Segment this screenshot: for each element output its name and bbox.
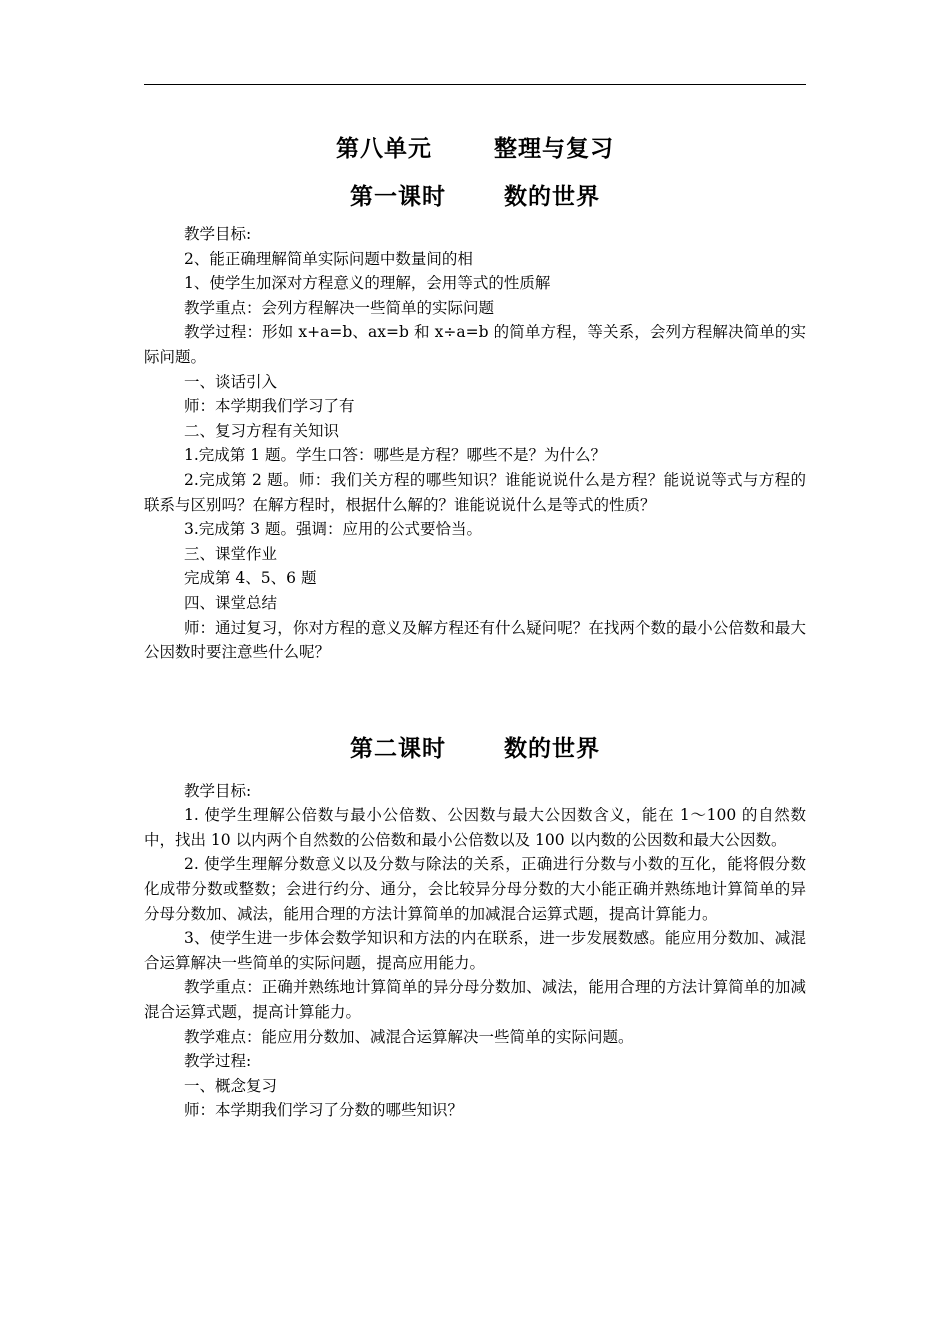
lesson1-title-left: 第一课时 — [350, 184, 446, 210]
paragraph: 1、使学生加深对方程意义的理解，会用等式的性质解 — [184, 274, 551, 293]
paragraph: 3、使学生进一步体会数学知识和方法的内在联系，进一步发展数感。能应用分数加、减混合运算解决一些简单的实际问题，提高应用能力。 — [144, 929, 806, 972]
paragraph: 教学过程：形如 x+a=b、ax=b 和 x÷a=b 的简单方程，等关系，会列方程解决简单的实际问题。 — [144, 323, 806, 366]
paragraph: 教学目标: — [184, 225, 252, 243]
paragraph: 2. 使学生理解分数意义以及分数与除法的关系，正确进行分数与小数的互化，能将假分数化成带分数或整数；会进行约分、通分，会比较异分母分数的大小能正确并熟练地计算简单的异分母分数加、减法，能用合理的方法计算简单的加减混合运算式题，提高计算能力。 — [144, 855, 806, 923]
paragraph: 师：本学期我们学习了分数的哪些知识？ — [184, 1101, 464, 1120]
unit-title-left: 第八单元 — [336, 136, 432, 162]
paragraph: 教学难点：能应用分数加、减混合运算解决一些简单的实际问题。 — [184, 1027, 634, 1046]
lesson1-title-right: 数的世界 — [504, 184, 600, 210]
paragraph: 教学目标: — [184, 781, 252, 800]
paragraph: 一、概念复习 — [184, 1076, 278, 1095]
paragraph: 教学重点：会列方程解决一些简单的实际问题 — [184, 298, 495, 317]
lesson2-title-right: 数的世界 — [504, 735, 600, 762]
paragraph: 1. 使学生理解公倍数与最小公倍数、公因数与最大公因数含义，能在 1～100 的自然数中，找出 10 以内两个自然数的公倍数和最小公倍数以及 100 以内数的公因数和最大公因数。 — [144, 806, 806, 849]
lesson1-title — [144, 172, 806, 222]
paragraph: 完成第 4、5、6 题 — [184, 569, 317, 588]
unit-title-right: 整理与复习 — [494, 136, 614, 162]
paragraph: 2.完成第 2 题。师：我们关方程的哪些知识？谁能说说什么是方程？能说说等式与方程的联系与区别吗？在解方程时，根据什么解的？谁能说说什么是等式的性质？ — [144, 470, 806, 514]
paragraph: 3.完成第 3 题。强调：应用的公式要恰当。 — [184, 520, 483, 539]
unit-title — [144, 126, 806, 172]
lesson2-title — [144, 719, 806, 779]
lesson1-content — [144, 222, 806, 665]
paragraph: 四、课堂总结 — [184, 593, 278, 612]
paragraph: 三、课堂作业 — [184, 544, 278, 563]
lesson2-content — [144, 719, 806, 1123]
paragraph: 1.完成第 1 题。学生口答：哪些是方程？哪些不是？为什么？ — [184, 446, 607, 465]
paragraph: 师：通过复习，你对方程的意义及解方程还有什么疑问呢？在找两个数的最小公倍数和最大公因数时要注意些什么呢？ — [144, 618, 806, 662]
paragraph: 2、能正确理解简单实际问题中数量间的相 — [184, 249, 473, 268]
paragraph: 教学重点：正确并熟练地计算简单的异分母分数加、减法，能用合理的方法计算简单的加减混合运算式题，提高计算能力。 — [144, 978, 806, 1022]
paragraph: 一、谈话引入 — [184, 372, 278, 391]
document-body — [144, 126, 806, 1123]
paragraph: 二、复习方程有关知识 — [184, 421, 340, 440]
header-rule — [144, 84, 806, 85]
paragraph: 师：本学期我们学习了有 — [184, 397, 355, 416]
paragraph: 教学过程: — [184, 1052, 252, 1071]
lesson2-title-left: 第二课时 — [350, 735, 446, 762]
